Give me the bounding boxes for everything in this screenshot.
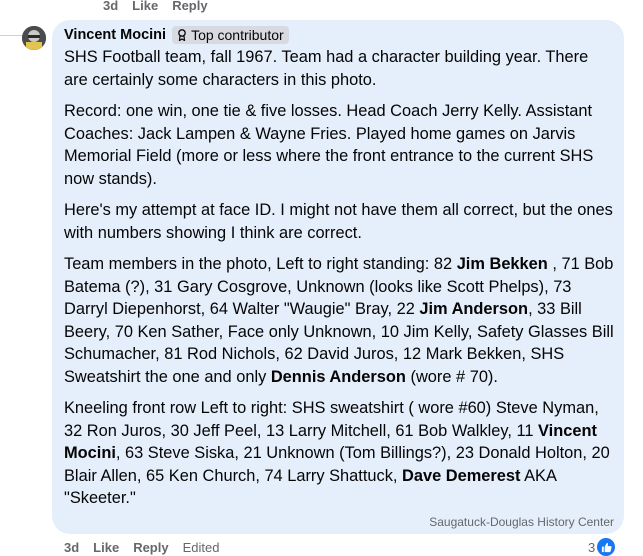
tagged-person-name[interactable]: Jim Anderson [419, 300, 529, 318]
badge-ribbon-icon [177, 29, 187, 41]
comment-paragraph [64, 199, 616, 244]
comment-paragraph [64, 397, 616, 510]
comment-timestamp[interactable]: 3d [64, 540, 80, 555]
comment-text: Team members in the photo, Left to right standing: 82 [64, 255, 457, 273]
top-timestamp: 3d [103, 0, 119, 13]
comment-text: , 33 Bill Beery, 70 Ken Sather, Face only Unknown, 10 Jim Kelly, Safety Glasses Bill Schumacher, 81 Rod Nichols, 62 David Juros, 12 Mark Bekken, SHS Sweatshirt the one and only [64, 300, 614, 386]
reaction-count: 3 [588, 539, 596, 555]
comment-text: SHS Football team, fall 1967. Team had a character building year. There are certainly some characters in this photo. [64, 48, 589, 89]
source-tag[interactable]: Saugatuck-Douglas History Center [429, 515, 614, 529]
tagged-person-name[interactable]: Vincent Mocini [64, 421, 597, 462]
comment-text: (wore # 70). [405, 367, 498, 386]
comment-paragraph [64, 100, 616, 190]
top-comment-actions [103, 0, 208, 14]
tagged-person-name[interactable]: Dave Demerest [402, 466, 521, 485]
thread-line [0, 35, 22, 36]
comment-text: , 63 Steve Siska, 21 Unknown (Tom Billings?), 23 Donald Holton, 20 Blair Allen, 65 Ken Church, 74 Larry Shattuck, [64, 444, 610, 485]
comment-body [64, 46, 616, 519]
tagged-person-name[interactable]: Dennis Anderson [270, 367, 406, 386]
top-reply-button[interactable]: Reply [172, 0, 208, 13]
edited-label[interactable]: Edited [182, 540, 220, 555]
like-reaction-icon [597, 538, 615, 556]
reaction-summary[interactable] [588, 538, 615, 556]
avatar[interactable] [22, 26, 46, 50]
like-button[interactable]: Like [93, 540, 120, 555]
comment-paragraph [64, 46, 616, 91]
comment-paragraph [64, 253, 616, 388]
comment-text: Kneeling front row Left to right: SHS sweatshirt ( wore #60) Steve Nyman, 32 Ron Juros, 30 Jeff Peel, 13 Larry Mitchell, 61 Bob Walkley, 11 [64, 399, 599, 440]
badge-label: Top contributor [191, 27, 284, 43]
comment-bubble [52, 20, 624, 534]
reply-button[interactable]: Reply [133, 540, 169, 555]
comment-text: Here's my attempt at face ID. I might not have them all correct, but the ones with numbers showing I think are correct. [64, 201, 613, 242]
comment-text: AKA "Skeeter." [64, 466, 557, 507]
comment-text: Record: one win, one tie & five losses. Head Coach Jerry Kelly. Assistant Coaches: Jack Lampen & Wayne Fries. Played home games on Jarvis Memorial Field (more or less where the front entrance to the current SHS now stands). [64, 102, 594, 188]
top-contributor-badge[interactable] [172, 26, 289, 44]
comment-author[interactable]: Vincent Mocini [64, 27, 167, 43]
comment-header [64, 26, 289, 44]
top-like-button[interactable]: Like [132, 0, 159, 13]
tagged-person-name[interactable]: Jim Bekken [456, 255, 548, 273]
comment-text: , 71 Bob Batema (?), 31 Gary Cosgrove, Unknown (looks like Scott Phelps), 73 Darryl Diepenhorst, 64 Walter "Waugie" Bray, 22 [64, 255, 614, 318]
comment-actions [64, 540, 219, 555]
